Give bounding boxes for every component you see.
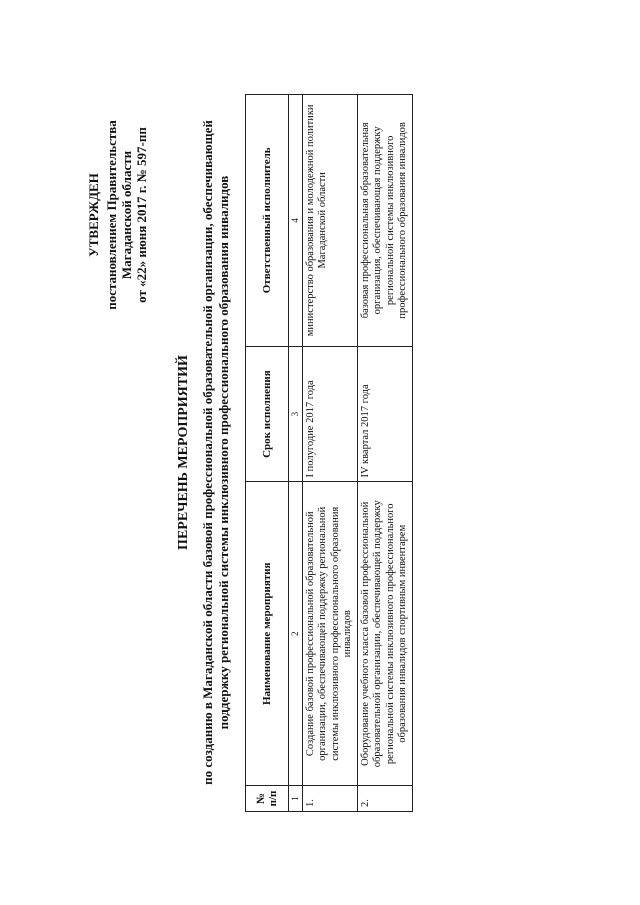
- header-number: № п/п: [246, 786, 289, 812]
- column-number: 1: [289, 786, 303, 812]
- approval-stamp: [86, 45, 149, 385]
- document-subtitle: по созданию в Магаданской области базовой профессиональной образовательной организации, обеспечивающей поддержку региональной системы инклюзивного профессионального образования инвалидов: [200, 120, 231, 785]
- row-term: I полугодие 2017 года: [302, 346, 357, 482]
- table-header-row: [246, 95, 289, 812]
- row-name: Оборудование учебного класса базовой профессиональной образовательной организации, обеспечивающей поддержку региональной системы инклюзивного профессионального образования инвалидов спортивным инвентарем: [357, 482, 412, 786]
- header-executor: Ответственный исполнитель: [246, 95, 289, 347]
- header-name: Наименование мероприятия: [246, 482, 289, 786]
- table-row: [357, 95, 412, 812]
- header-term: Срок исполнения: [246, 346, 289, 482]
- document-title: ПЕРЕЧЕНЬ МЕРОПРИЯТИЙ: [176, 355, 191, 550]
- row-term: IV квартал 2017 года: [357, 346, 412, 482]
- table-row: [302, 95, 357, 812]
- approval-line-1: постановлением Правительства: [104, 120, 119, 310]
- column-numbers-row: [289, 95, 303, 812]
- measures-table: [245, 94, 413, 812]
- row-number: 2.: [357, 786, 412, 812]
- row-executor: базовая профессиональная образовательная организация, обеспечивающая поддержку региональной системы инклюзивного профессионального образования инвалидов: [357, 95, 412, 347]
- approval-line-2: Магаданской области: [119, 150, 134, 280]
- approval-line-3: от «22» июня 2017 г. № 597-пп: [134, 127, 149, 303]
- row-executor: министерство образования и молодежной политики Магаданской области: [302, 95, 357, 347]
- approval-heading: УТВЕРЖДЕН: [86, 173, 101, 257]
- row-name: Создание базовой профессиональной образовательной организации, обеспечивающей поддержку региональной системы инклюзивного профессионального образования инвалидов: [302, 482, 357, 786]
- column-number: 2: [289, 482, 303, 786]
- column-number: 4: [289, 95, 303, 347]
- row-number: 1.: [302, 786, 357, 812]
- column-number: 3: [289, 346, 303, 482]
